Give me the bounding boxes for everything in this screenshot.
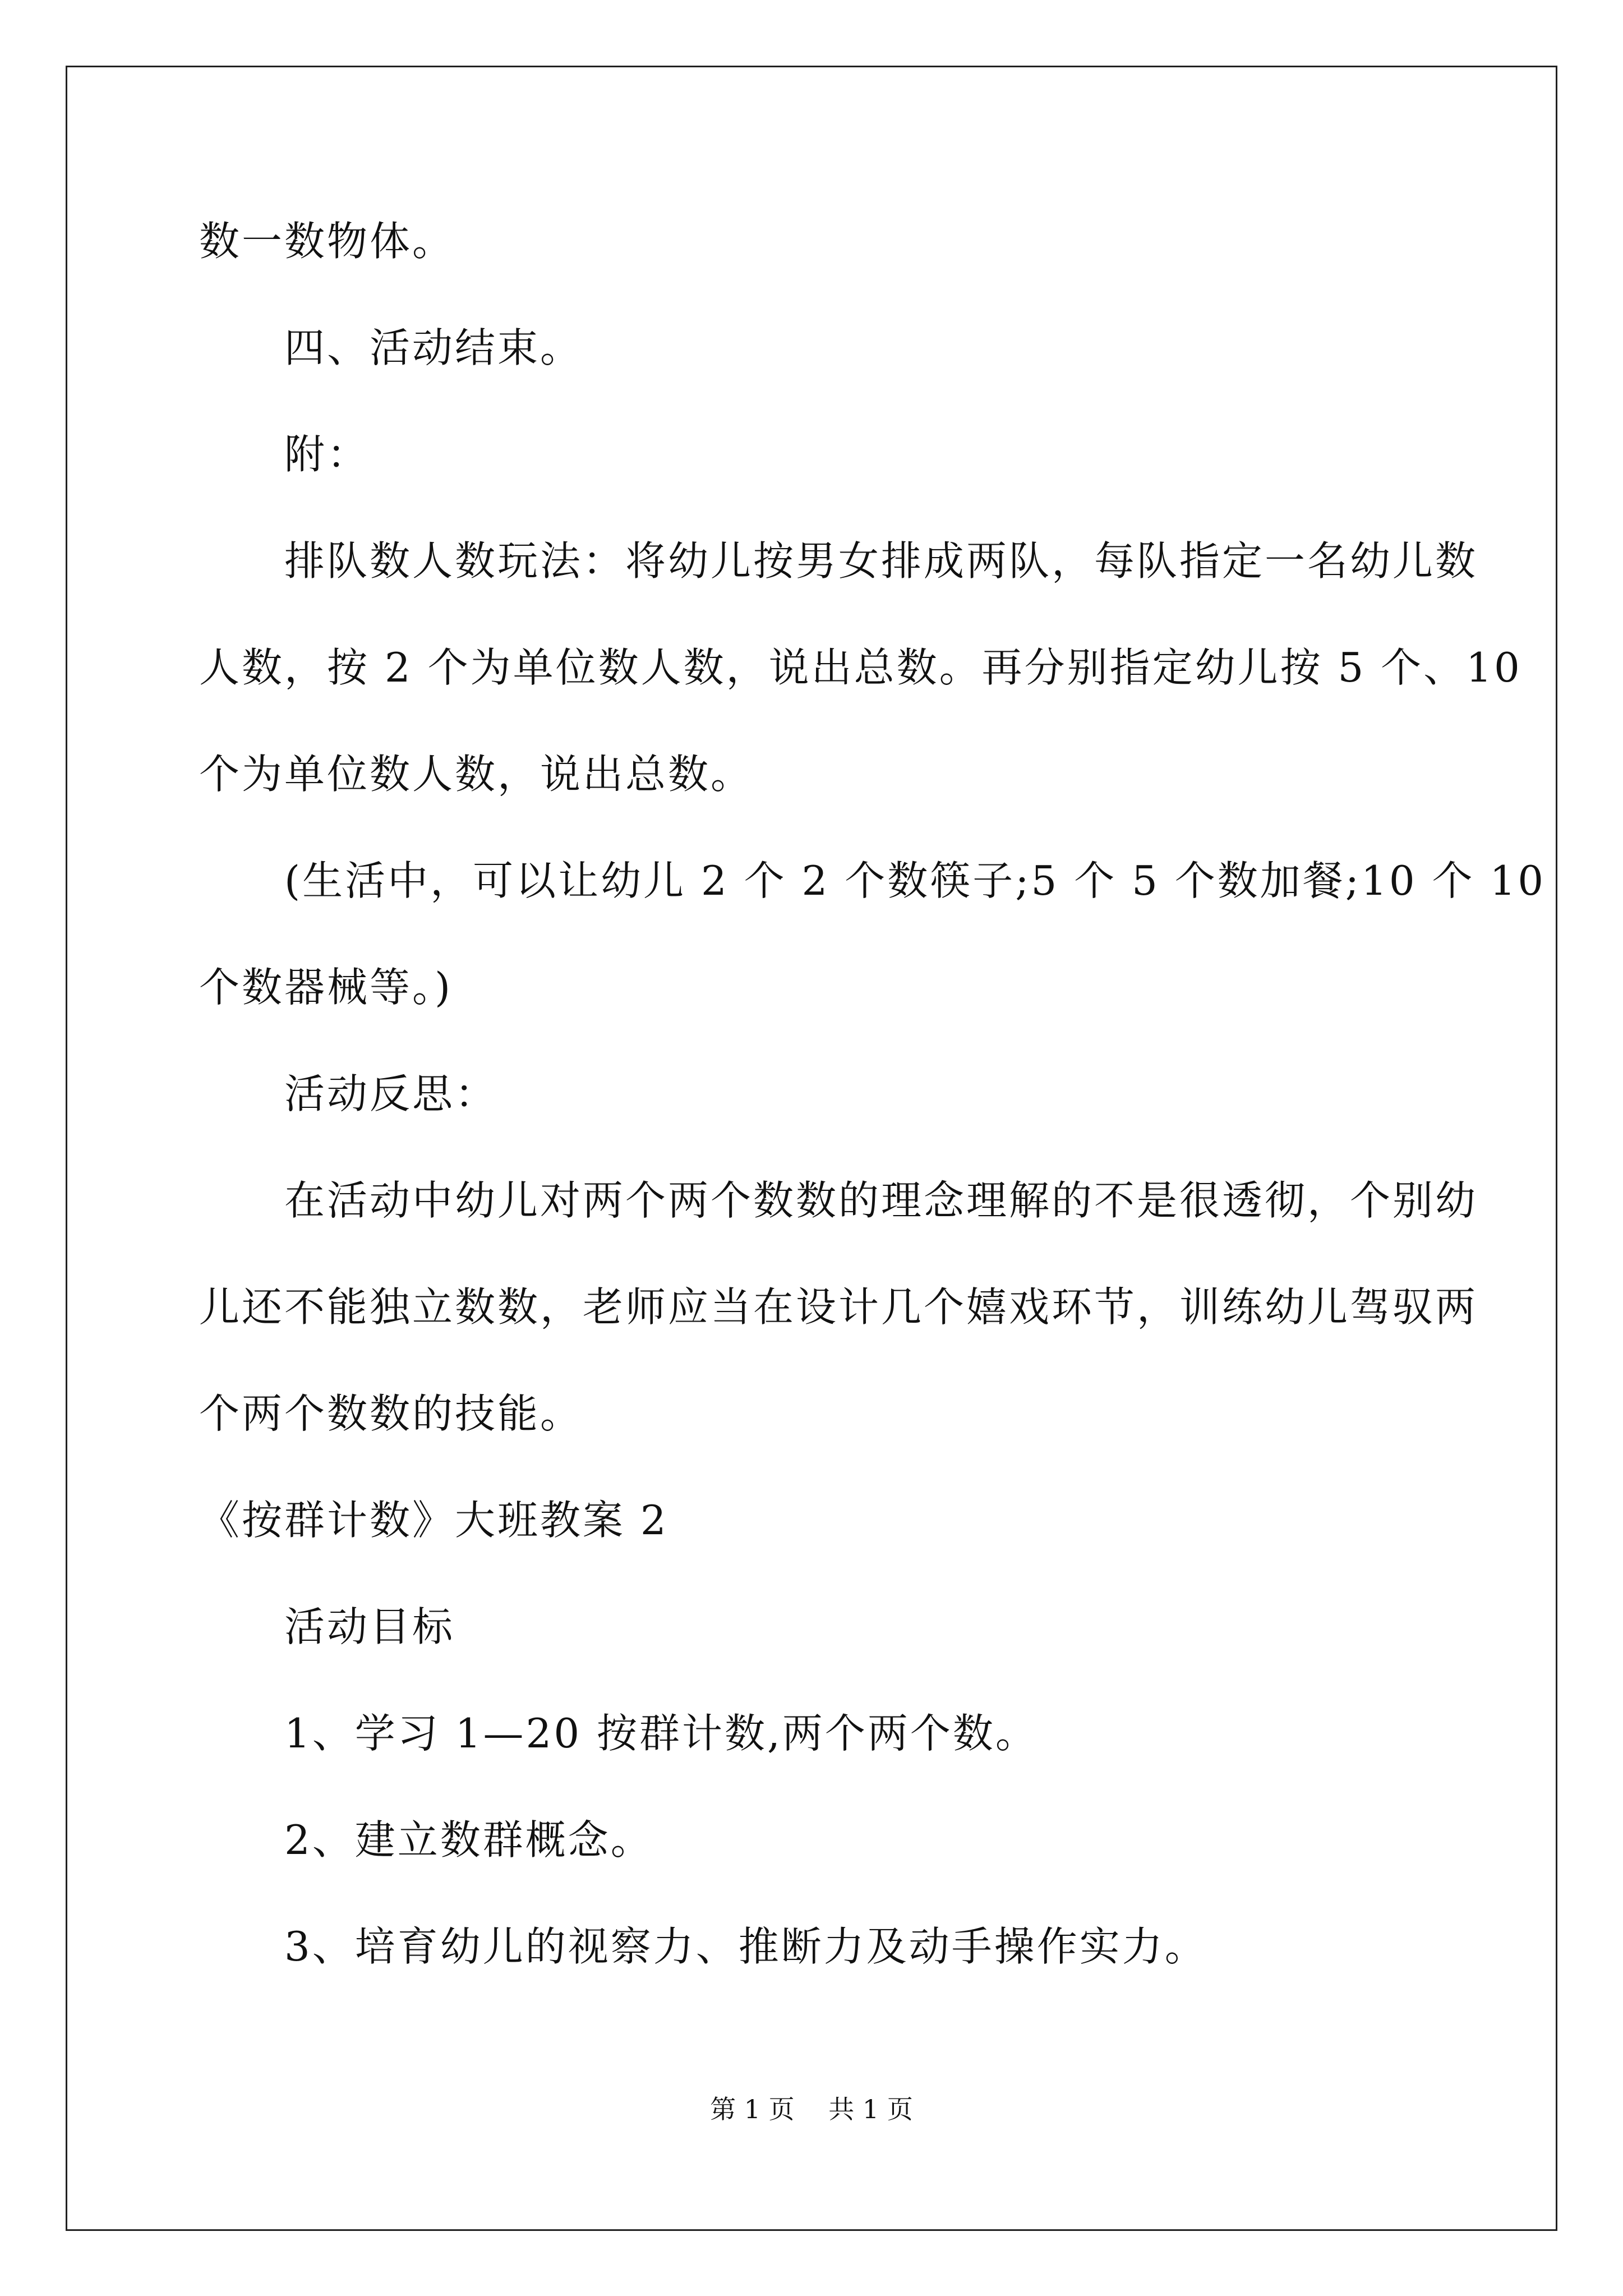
paragraph-line: 儿还不能独立数数，老师应当在设计几个嬉戏环节，训练幼儿驾驭两 bbox=[199, 1283, 1478, 1331]
paragraph-line: 附： bbox=[199, 431, 370, 478]
paragraph-line: 活动目标 bbox=[199, 1603, 455, 1650]
paragraph-line: 人数，按 2 个为单位数人数，说出总数。再分别指定幼儿按 5 个、10 bbox=[199, 644, 1522, 691]
paragraph-line: 在活动中幼儿对两个两个数数的理念理解的不是很透彻，个别幼 bbox=[199, 1177, 1478, 1224]
paragraph-line: 四、活动结束。 bbox=[199, 324, 583, 371]
paragraph-line: 数一数物体。 bbox=[199, 218, 455, 265]
paragraph-line: 1、学习 1—20 按群计数,两个两个数。 bbox=[199, 1710, 1038, 1757]
paragraph-line: 个为单位数人数，说出总数。 bbox=[199, 751, 754, 798]
paragraph-line: 活动反思： bbox=[199, 1070, 498, 1117]
paragraph-line: 个数器械等。) bbox=[199, 964, 453, 1011]
paragraph-line: 排队数人数玩法：将幼儿按男女排成两队，每队指定一名幼儿数 bbox=[199, 537, 1478, 585]
paragraph-line: 2、建立数群概念。 bbox=[199, 1816, 653, 1864]
page-footer: 第 1 页 共 1 页 bbox=[710, 2094, 913, 2124]
paragraph-line: 个两个数数的技能。 bbox=[199, 1390, 583, 1437]
page-border bbox=[66, 66, 1557, 2231]
section-title: 《按群计数》大班教案 2 bbox=[199, 1497, 668, 1544]
paragraph-line: 3、培育幼儿的视察力、推断力及动手操作实力。 bbox=[199, 1923, 1207, 1970]
paragraph-line: (生活中，可以让幼儿 2 个 2 个数筷子;5 个 5 个数加餐;10 个 10 bbox=[199, 857, 1546, 904]
